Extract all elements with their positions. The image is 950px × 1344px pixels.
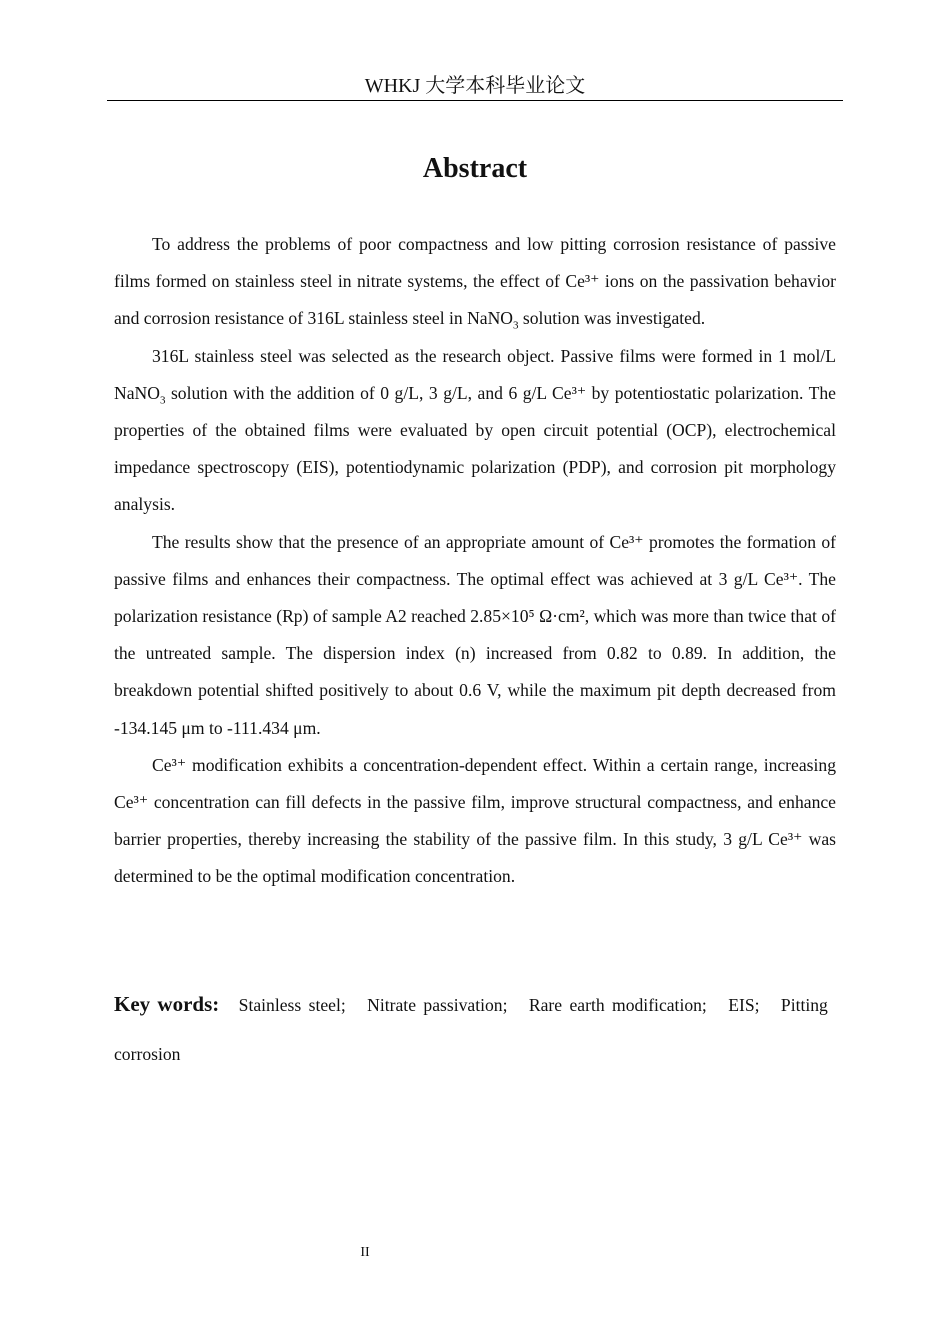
abstract-paragraph — [114, 524, 836, 747]
abstract-body — [114, 226, 836, 896]
abstract-paragraph — [114, 338, 836, 524]
paragraph-text: The results show that the presence of an appropriate amount of Ce³⁺ promotes the formation of passive films and enhances their compactness. The optimal effect was achieved at 3 g/L Ce³⁺. The polarization resistance (Rp) of sample A2 reached 2.85×10⁵ Ω·cm², which was more than twice that of the untreated sample. The dispersion index (n) increased from 0.82 to 0.89. In addition, the breakdown potential shifted positively to about 0.6 V, while the maximum pit depth decreased from -134.145 μm to -111.434 μm. — [114, 531, 836, 738]
paragraph-text: To address the problems of poor compactness and low pitting corrosion resistance of passive films formed on stainless steel in nitrate systems, the effect of Ce³⁺ ions on the passivation behavior and corrosion resistance of 316L stainless steel in NaNO — [114, 234, 836, 329]
keyword: Pitting corrosion — [114, 995, 828, 1064]
keyword: EIS; — [728, 995, 760, 1015]
keywords-label: Key words: — [114, 992, 220, 1016]
keyword: Nitrate passivation; — [367, 995, 508, 1015]
paragraph-text: solution with the addition of 0 g/L, 3 g/L, and 6 g/L Ce³⁺ by potentiostatic polarization. The properties of the obtained films were evaluated by open circuit potential (OCP), electrochemical impedance spectroscopy (EIS), potentiodynamic polarization (PDP), and corrosion pit morphology analysis. — [114, 382, 836, 515]
keywords-list — [114, 995, 828, 1064]
abstract-paragraph — [114, 747, 836, 896]
running-header: WHKJ 大学本科毕业论文 — [364, 75, 586, 97]
abstract-paragraph — [114, 226, 836, 338]
abstract-title: Abstract — [422, 153, 528, 184]
header-rule — [107, 100, 843, 101]
keyword: Stainless steel; — [238, 995, 346, 1015]
paragraph-text: solution was investigated. — [518, 308, 706, 329]
keyword: Rare earth modification; — [528, 995, 707, 1015]
subscript: 3 — [159, 394, 166, 407]
subscript: 3 — [513, 319, 519, 332]
paragraph-text: 316L stainless steel was selected as the research object. Passive films were formed in 1 mol/L NaNO — [114, 345, 836, 403]
page-number: II — [360, 1245, 370, 1260]
paragraph-text: Ce³⁺ modification exhibits a concentration-dependent effect. Within a certain range, increasing Ce³⁺ concentration can fill defects in the passive film, improve structural compactness, and enhance barrier properties, thereby increasing the stability of the passive film. In this study, 3 g/L Ce³⁺ was determined to be the optimal modification concentration. — [114, 754, 836, 887]
keywords-section — [114, 980, 836, 1079]
